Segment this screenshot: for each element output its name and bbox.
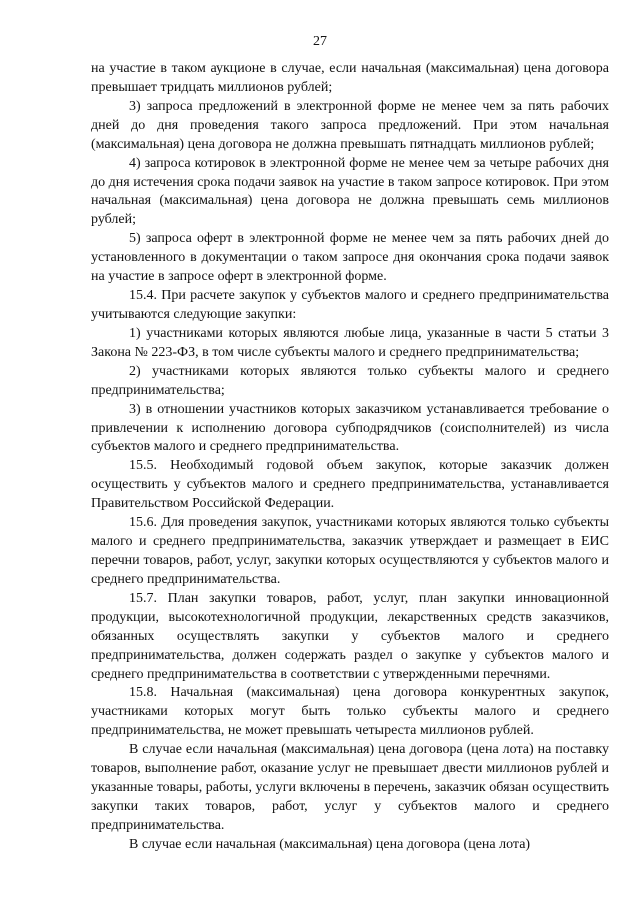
paragraph-item-3-request-proposals: 3) запроса предложений в электронной форме не менее чем за пять рабочих дней до дня проведения такого запроса предложений. При этом начальная (максимальная) цена договора не должна превышать пятнадцать миллионов рублей; (91, 98, 609, 152)
page-number: 27 (313, 34, 327, 49)
paragraph-15-8-case-1: В случае если начальная (максимальная) цена договора (цена лота) на поставку товаров, выполнение работ, оказание услуг не превышает двести миллионов рублей и указанные товары, работы, услуги включены в перечень, заказчик обязан осуществить закупки таких товаров, работ, услуг у субъектов малого и среднего предпринимательства. (91, 742, 609, 833)
paragraph-15-5: 15.5. Необходимый годовой объем закупок, которые заказчик должен осуществить у субъектов малого и среднего предпринимательства, устанавливается Правительством Российской Федерации. (91, 458, 609, 512)
paragraph-15-6: 15.6. Для проведения закупок, участниками которых являются только субъекты малого и среднего предпринимательства, заказчик утверждает и размещает в ЕИС перечни товаров, работ, услуг, закупки которых осуществляются у субъектов малого и среднего предпринимательства. (91, 515, 609, 587)
paragraph-item-5-request-offers: 5) запроса оферт в электронной форме не менее чем за пять рабочих дней до установленного в документации о таком запросе дня окончания срока подачи заявок на участие в запросе оферт в электронной форме. (91, 231, 609, 285)
paragraph-15-8: 15.8. Начальная (максимальная) цена договора конкурентных закупок, участниками которых могут быть только субъекты малого и среднего предпринимательства, не может превышать четыреста миллионов рублей. (91, 685, 609, 739)
paragraph-continuation: на участие в таком аукционе в случае, если начальная (максимальная) цена договора превышает тридцать миллионов рублей; (91, 61, 609, 95)
paragraph-15-4-item-2: 2) участниками которых являются только субъекты малого и среднего предпринимательства; (91, 363, 609, 398)
paragraph-item-4-request-quotations: 4) запроса котировок в электронной форме не менее чем за четыре рабочих дня до дня истечения срока подачи заявок на участие в таком запросе котировок. При этом начальная (максимальная) цена договора не должна превышать семь миллионов рублей; (91, 155, 609, 228)
document-body (91, 60, 609, 855)
paragraph-15-4-item-1: 1) участниками которых являются любые лица, указанные в части 5 статьи 3 Закона № 223-ФЗ, в том числе субъекты малого и среднего предпринимательства; (91, 325, 609, 360)
paragraph-15-4: 15.4. При расчете закупок у субъектов малого и среднего предпринимательства учитываются следующие закупки: (91, 288, 609, 322)
paragraph-15-8-case-2: В случае если начальная (максимальная) цена договора (цена лота) (129, 836, 531, 852)
paragraph-15-7: 15.7. План закупки товаров, работ, услуг, план закупки инновационной продукции, высокотехнологичной продукции, лекарственных средств заказчиков, обязанных осуществлять закупки у субъектов малого и среднего предпринимательства, должен содержать раздел о закупке у субъектов малого и среднего предпринимательства в соответствии с утвержденными перечнями. (91, 590, 609, 682)
paragraph-15-4-item-3: 3) в отношении участников которых заказчиком устанавливается требование о привлечении к исполнению договора субподрядчиков (соисполнителей) из числа субъектов малого и среднего предпринимательства. (91, 401, 609, 455)
